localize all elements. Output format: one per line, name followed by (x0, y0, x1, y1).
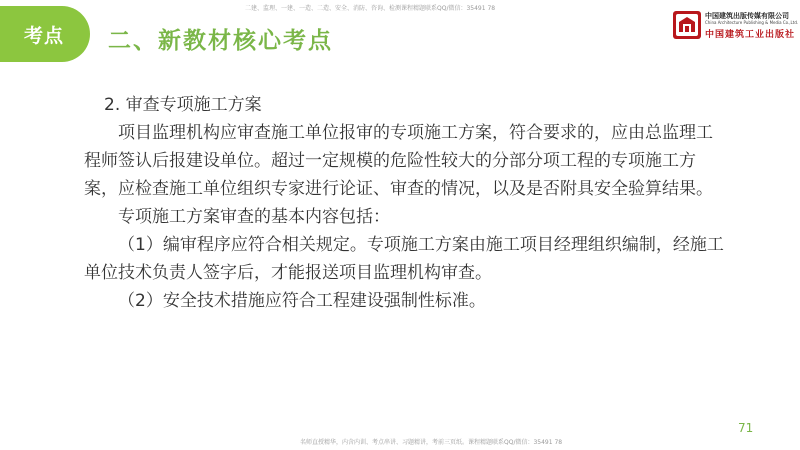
topic-badge-label: 考点 (23, 24, 64, 47)
topic-badge (0, 6, 90, 62)
content-heading: 2. 审查专项施工方案 (104, 95, 262, 115)
slide-content (84, 91, 724, 315)
content-item-1: （1）编审程序应符合相关规定。专项施工方案由施工项目经理组织编制，经施工单位技术负责人签字后，才能报送项目监理机构审查。 (84, 235, 724, 283)
publisher-name-calligraphy: 中国建筑工业出版社 (705, 30, 796, 40)
publisher-name-cn: 中国建筑出版传媒有限公司 (705, 12, 789, 20)
section-title: 二、新教材核心考点 (108, 28, 333, 54)
watermark-bottom: 名师直授精华，内含内训、考点串讲、习题精讲，考前三页纸。课程精题联系QQ/微信：35491 78 (300, 439, 563, 446)
watermark-top: 二建、监理、一建、一造、二造、安全、消防、咨询、检测课程精题联系QQ/微信：35491 78 (245, 5, 496, 12)
content-paragraph-2: 专项施工方案审查的基本内容包括： (118, 207, 390, 227)
publisher-name-en: China Architecture Publishing & Media Co.,Ltd. (705, 20, 799, 25)
publisher-logo-icon (672, 10, 702, 40)
publisher-logo-block (672, 10, 799, 44)
content-item-2: （2）安全技术措施应符合工程建设强制性标准。 (118, 291, 486, 311)
page-number: 71 (738, 421, 754, 435)
content-paragraph-1: 项目监理机构应审查施工单位报审的专项施工方案，符合要求的，应由总监理工程师签认后报建设单位。超过一定规模的危险性较大的分部分项工程的专项施工方案，应检查施工单位组织专家进行论证、审查的情况，以及是否附具安全验算结果。 (84, 123, 713, 199)
